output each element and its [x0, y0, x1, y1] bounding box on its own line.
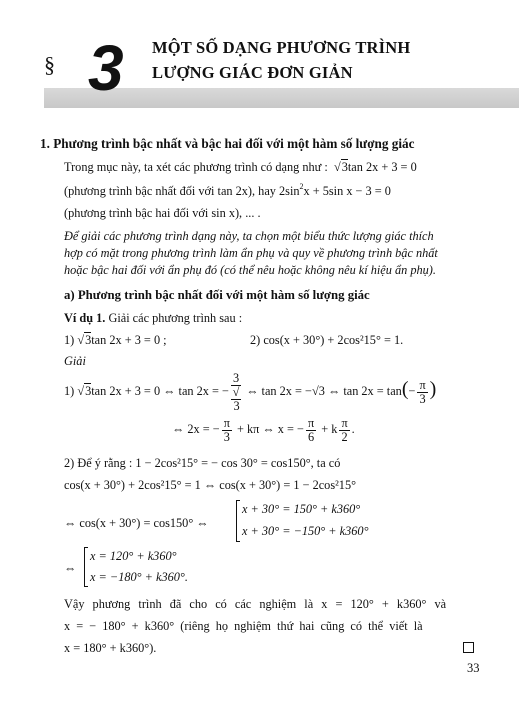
- page-number: 33: [467, 661, 480, 675]
- conclusion-line-1: Vậy phương trình đã cho có các nghiệm là x = 120° + k360° và: [64, 597, 447, 611]
- case-1a: x + 30° = 150° + k360°: [242, 502, 361, 516]
- intro-line-2: (phương trình bậc nhất đối với tan 2x), hay $2\sin^2x + 5\sin$ x − 3 = 0: [64, 182, 391, 198]
- conclusion-line-2: x = − 180° + k360° (riêng họ nghiệm thứ hai cũng có thể viết là: [64, 619, 423, 633]
- solution-2-step-1: cos(x + 30°) + 2cos²15° = 1 ⇔ cos(x + 30°) = 1 − 2cos²15°: [64, 478, 357, 492]
- problem-1: 1) √3tan 2x + 3 = 0 ;: [64, 333, 167, 347]
- section-symbol: §: [44, 52, 55, 77]
- solution-label: Giải: [64, 354, 86, 368]
- intro-line-1: Trong mục này, ta xét các phương trình có dạng như : √3tan 2x + 3 = 0: [64, 160, 417, 174]
- case-bracket-2: [84, 547, 85, 587]
- case-2b: x = −180° + k360°.: [90, 570, 188, 584]
- intro-line-3: (phương trình bậc hai đối với sin x), ... .: [64, 206, 261, 220]
- method-note-2: hợp có mặt trong phương trình làm ẩn phụ và quy về phương trình bậc nhất: [64, 246, 438, 260]
- section-number: 3: [88, 32, 124, 104]
- method-note-1: Để giải các phương trình dạng này, ta chọn một biểu thức lượng giác thích: [64, 229, 434, 243]
- case-bracket-1: [236, 500, 237, 542]
- case-1b: x + 30° = −150° + k360°: [242, 524, 369, 538]
- solution-2-note: 2) Để ý rằng : 1 − 2cos²15° = − cos 30° = cos150°, ta có: [64, 456, 341, 470]
- method-note-3: hoặc bậc hai đối với ẩn phụ đó (có thể nêu hoặc không nêu kí hiệu ẩn phụ).: [64, 263, 436, 277]
- section-title-line1: MỘT SỐ DẠNG PHƯƠNG TRÌNH: [152, 38, 411, 57]
- section-heading: 1. Phương trình bậc nhất và bậc hai đối với một hàm số lượng giác: [40, 136, 415, 151]
- section-title-line2: LƯỢNG GIÁC ĐƠN GIẢN: [152, 63, 353, 82]
- subsection-heading: a) Phương trình bậc nhất đối với một hàm số lượng giác: [64, 288, 370, 302]
- solution-2-step-2: ⇔ cos(x + 30°) = cos150° ⇔: [64, 516, 209, 530]
- conclusion-line-3: x = 180° + k360°).: [64, 641, 157, 655]
- example-heading: Ví dụ 1. Giải các phương trình sau :: [64, 311, 243, 325]
- case-2a: x = 120° + k360°: [90, 549, 177, 563]
- solution-1-step-2: ⇔ 2x = − $\frac{\pi}{3}$ + kπ ⇔ x = − $\frac{\pi}{6}$ + k $\frac{\pi}{2}$ .: [172, 415, 355, 444]
- chapter-banner: [44, 18, 519, 108]
- solution-1-step-1: 1) √3tan 2x + 3 = 0 ⇔ tan 2x = − 3 √ 3 ⇔ tan 2x = −√3 ⇔ tan 2x = tan(− $\frac{\pi}{3}$ ): [64, 371, 437, 413]
- problem-2: 2) cos(x + 30°) + 2cos²15° = 1.: [250, 333, 404, 347]
- solution-2-step-3: ⇔: [64, 561, 77, 575]
- qed-square-icon: [463, 642, 474, 653]
